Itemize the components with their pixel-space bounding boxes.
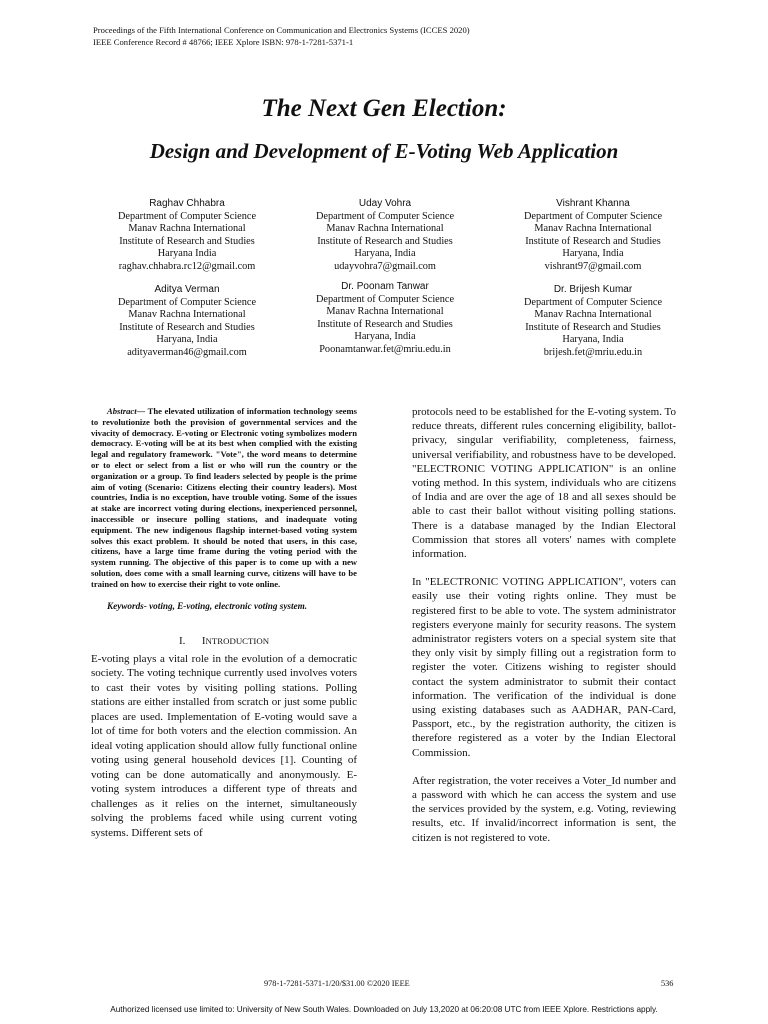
author-inst: Institute of Research and Studies <box>525 321 661 333</box>
section-number: I. <box>178 634 186 647</box>
author-inst: Institute of Research and Studies <box>317 235 453 247</box>
keywords-label: Keywords- <box>107 600 147 611</box>
body-paragraph: protocols need to be established for the E-voting system. To reduce threats, different rules concerning eligibility, ballot-privacy, singular verifiability, completeness, fairness, universal verifiability, and robustness have to be developed. "ELECTRONIC VOTING APPLICATION" is an online voting method. In this system, individuals who are citizens of India and are over the age of 18 and all sexes should be able to cast their ballot without visiting polling stations. There is a database managed by the Indian Electoral Commission that stores all voters' names with complete information. <box>412 406 676 561</box>
author-email: adityaverman46@gmail.com <box>127 346 247 358</box>
section-heading <box>91 634 357 648</box>
header-line-2: IEEE Conference Record # 48766; IEEE Xplore ISBN: 978-1-7281-5371-1 <box>93 37 354 47</box>
page-number: 536 <box>661 979 674 988</box>
author-location: Haryana, India <box>156 334 218 346</box>
copyright-line: 978-1-7281-5371-1/20/$31.00 ©2020 IEEE <box>264 979 410 988</box>
author-inst: Manav Rachna International <box>128 223 246 235</box>
intro-paragraph: E-voting plays a vital role in the evolution of a democratic society. The voting technique currently used involves voters to cast their votes by visiting polling stations. Polling stations are either installed from scratch or just some public places are used. Implementation of E-voting would save a lot of time for both voters and the election commission. An ideal voting application should allow fully functional online voting using general household devices [1]. Counting of voting can be done automatically and anonymously. E-voting system introduces a different type of threats and challenges as it relies on the internet, simultaneously solving the problems faced while using current voting systems. Different sets of <box>91 652 357 839</box>
author-location: Haryana, India <box>354 248 416 260</box>
author-block <box>82 284 292 360</box>
author-inst: Manav Rachna International <box>534 223 652 235</box>
author-email: raghav.chhabra.rc12@gmail.com <box>118 260 256 272</box>
abstract-label: Abstract— <box>107 406 146 416</box>
author-name: Aditya Verman <box>154 284 220 295</box>
author-block <box>82 198 292 274</box>
author-email: brijesh.fet@mriu.edu.in <box>543 346 643 358</box>
author-block <box>280 281 490 357</box>
author-location: Haryana, India <box>562 334 624 346</box>
author-name: Uday Vohra <box>358 198 412 209</box>
author-location: Haryana, India <box>354 331 416 343</box>
paper-subtitle: Design and Development of E-Voting Web Application <box>149 139 619 163</box>
author-location: Haryana India <box>157 248 217 260</box>
author-email: Poonamtanwar.fet@mriu.edu.in <box>319 343 451 355</box>
author-dept: Department of Computer Science <box>315 293 455 305</box>
section-title-rest: NTRODUCTION <box>205 635 270 646</box>
author-email: vishrant97@gmail.com <box>544 260 642 272</box>
author-name: Dr. Poonam Tanwar <box>341 281 429 292</box>
author-inst: Manav Rachna International <box>326 223 444 235</box>
author-block <box>280 198 490 274</box>
header-line-1: Proceedings of the Fifth International Conference on Communication and Electronics Systems (ICCES 2020) <box>93 25 470 35</box>
running-header <box>93 24 470 48</box>
abstract-text: The elevated utilization of information technology seems to revolutionize both the provision of governmental services and the vivacity of democracy. E-voting or Electronic voting symbolizes modern democracy. E-voting will be at its best when complied with the existing legal and regulatory framework. "Vote", the word means to determine or to elect or select from a list or who will run the country or the organization or a group. To find leaders selected by people is the prime aim of voting (Scenario: Citizens electing their country leaders). Most countries, India is no exception, have trouble voting. Some of the issues at stake are incorrect voting during elections, inexperienced personnel, inaccessible or insecure polling stations, and inadequate voting equipment. The new indigenous flagship internet-based voting system solves this exact problem. It should be noted that users, in this case, citizens, have a large time frame during the voting period with the system running. The objective of this paper is to come up with a new solution, does come with a small learning curve, citizens will have to be trained on how to exercise their right to vote online. <box>91 406 357 589</box>
author-inst: Institute of Research and Studies <box>317 318 453 330</box>
author-location: Haryana, India <box>562 248 624 260</box>
author-inst: Manav Rachna International <box>534 309 652 321</box>
author-name: Vishrant Khanna <box>556 198 630 209</box>
author-name: Dr. Brijesh Kumar <box>553 284 633 295</box>
author-dept: Department of Computer Science <box>117 210 257 222</box>
author-inst: Manav Rachna International <box>128 309 246 321</box>
keywords <box>91 600 357 612</box>
body-paragraph: After registration, the voter receives a Voter_Id number and a password with which he can access the system and use the services provided by the system, e.g. Voting, reviewing results, etc. If invalid/incorrect information is sent, the citizen is not registered to vote. <box>412 774 676 844</box>
author-inst: Institute of Research and Studies <box>119 235 255 247</box>
abstract <box>91 406 357 590</box>
paper-title: The Next Gen Election: <box>261 95 507 122</box>
body-paragraph: In "ELECTRONIC VOTING APPLICATION", voters can easily use their voting rights online. They must be registered first to be able to vote. The system administrator registers everyone mainly for security reasons. The system administrator registers voters on a special system site that they only visit by simply filling out a registration form to register the voter. Citizens wishing to register should contact the system administrator to submit their contact information. The verification of the individual is done using existing databases such as AADHAR, PAN-Card, Passport, etc., by the registration authority, the citizen is therefore registered as a voter by the Indian Electoral Commission. <box>412 576 676 759</box>
left-column <box>91 406 357 840</box>
author-inst: Manav Rachna International <box>326 306 444 318</box>
author-email: udayvohra7@gmail.com <box>334 260 436 272</box>
author-dept: Department of Computer Science <box>315 210 455 222</box>
author-block <box>488 198 698 274</box>
author-dept: Department of Computer Science <box>523 210 663 222</box>
author-name: Raghav Chhabra <box>149 198 225 209</box>
author-dept: Department of Computer Science <box>117 296 257 308</box>
author-inst: Institute of Research and Studies <box>525 235 661 247</box>
author-block <box>488 284 698 360</box>
license-notice: Authorized licensed use limited to: University of New South Wales. Downloaded on July 13,2020 at 06:20:08 UTC from IEEE Xplore. Restrictions apply. <box>110 1005 658 1014</box>
right-column <box>412 405 676 845</box>
author-inst: Institute of Research and Studies <box>119 321 255 333</box>
author-dept: Department of Computer Science <box>523 296 663 308</box>
section-title-initial: I <box>201 634 206 647</box>
keywords-text: voting, E-voting, electronic voting system. <box>146 600 308 611</box>
